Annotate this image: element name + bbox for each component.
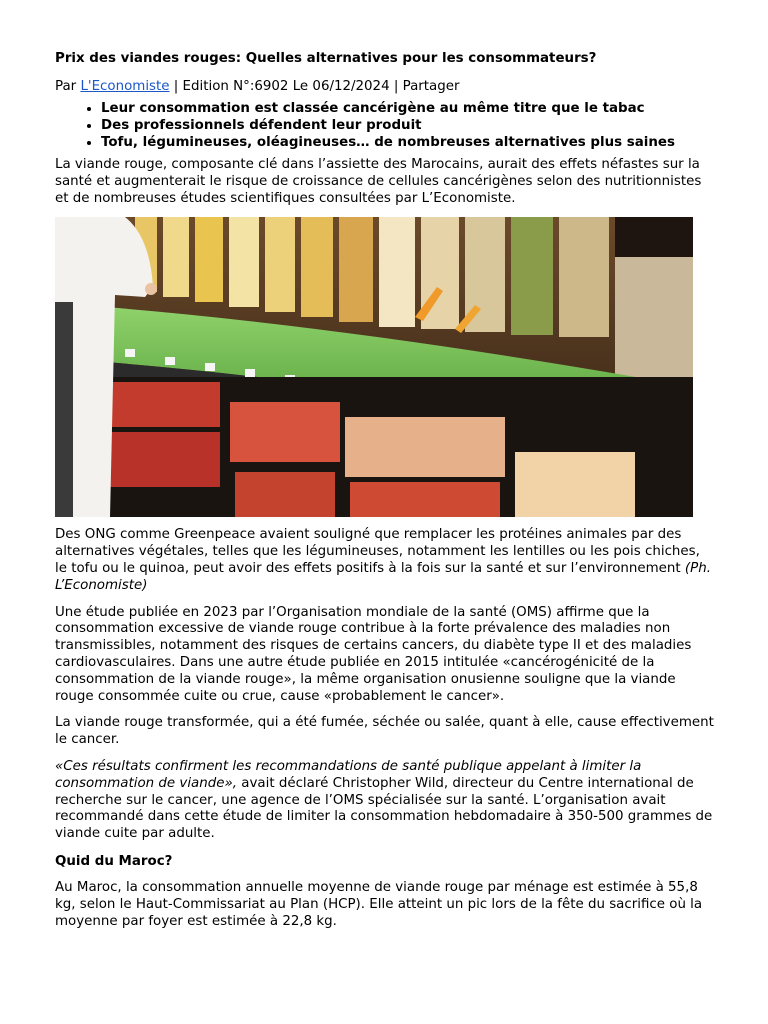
key-points-list xyxy=(55,100,715,151)
key-point: • Leur consommation est classée cancérigène au même titre que le tabac xyxy=(101,100,715,117)
body-paragraph: Une étude publiée en 2023 par l’Organisation mondiale de la santé (OMS) affirme que la consommation excessive de viande rouge contribue à la forte prévalence des maladies non transmissibles, notamment des risques de certains cancers, du diabète type II et des maladies cardiovasculaires. Dans une autre étude publiée en 2015 intitulée «cancérogénicité de la consommation de la viande rouge», la même organisation onusienne souligne que la viande rouge consommée cuite ou crue, cause «probablement le cancer». xyxy=(55,604,692,704)
quote-attribution: avait déclaré Christopher Wild, directeur du Centre international de recherche sur le cancer, une agence de l’OMS spécialisée sur la santé. L’organisation avait recommandé dans cette étude de limiter la consommation hebdomadaire à 350-500 grammes de viande cuite par adulte. xyxy=(55,775,713,842)
byline-details: | Edition N°:6902 Le 06/12/2024 | Partager xyxy=(169,79,460,94)
caption-text: Des ONG comme Greenpeace avaient souligné que remplacer les protéines animales par des alternatives végétales, telles que les légumineuses, notamment les lentilles ou les pois chiches, le tofu ou le quinoa, peut avoir des effets positifs à la fois sur la santé et sur l’environnement xyxy=(55,527,700,576)
article-photo xyxy=(55,217,693,517)
quote-paragraph xyxy=(55,759,715,843)
intro-paragraph: La viande rouge, composante clé dans l’assiette des Marocains, aurait des effets néfastes sur la santé et augmenterait le risque de croissance de cellules cancérigènes selon des nutritionnistes et de nombreuses études scientifiques consultées par L’Economiste. xyxy=(55,157,702,206)
photo-credit: (Ph. L’Economiste) xyxy=(55,560,711,593)
article xyxy=(55,50,715,940)
photo-caption xyxy=(55,527,715,594)
byline-prefix: Par xyxy=(55,79,81,94)
byline xyxy=(55,78,715,96)
quote-text: «Ces résultats confirment les recommandations de santé publique appelant à limiter la consommation de viande», xyxy=(55,758,642,791)
key-point: • Des professionnels défendent leur produit xyxy=(101,117,715,134)
article-title: Prix des viandes rouges: Quelles alternatives pour les consommateurs? xyxy=(55,51,597,66)
body-paragraph: Au Maroc, la consommation annuelle moyenne de viande rouge par ménage est estimée à 55,8 kg, selon le Haut-Commissariat au Plan (HCP). Elle atteint un pic lors de la fête du sacrifice où la moyenne par foyer est estimée à 22,8 kg. xyxy=(55,879,703,929)
key-point: • Tofu, légumineuses, oléagineuses… de nombreuses alternatives plus saines xyxy=(101,134,715,151)
body-paragraph: La viande rouge transformée, qui a été fumée, séchée ou salée, quant à elle, cause effectivement le cancer. xyxy=(55,715,714,748)
source-link[interactable]: L'Economiste xyxy=(80,79,170,94)
section-heading: Quid du Maroc? xyxy=(55,853,173,869)
